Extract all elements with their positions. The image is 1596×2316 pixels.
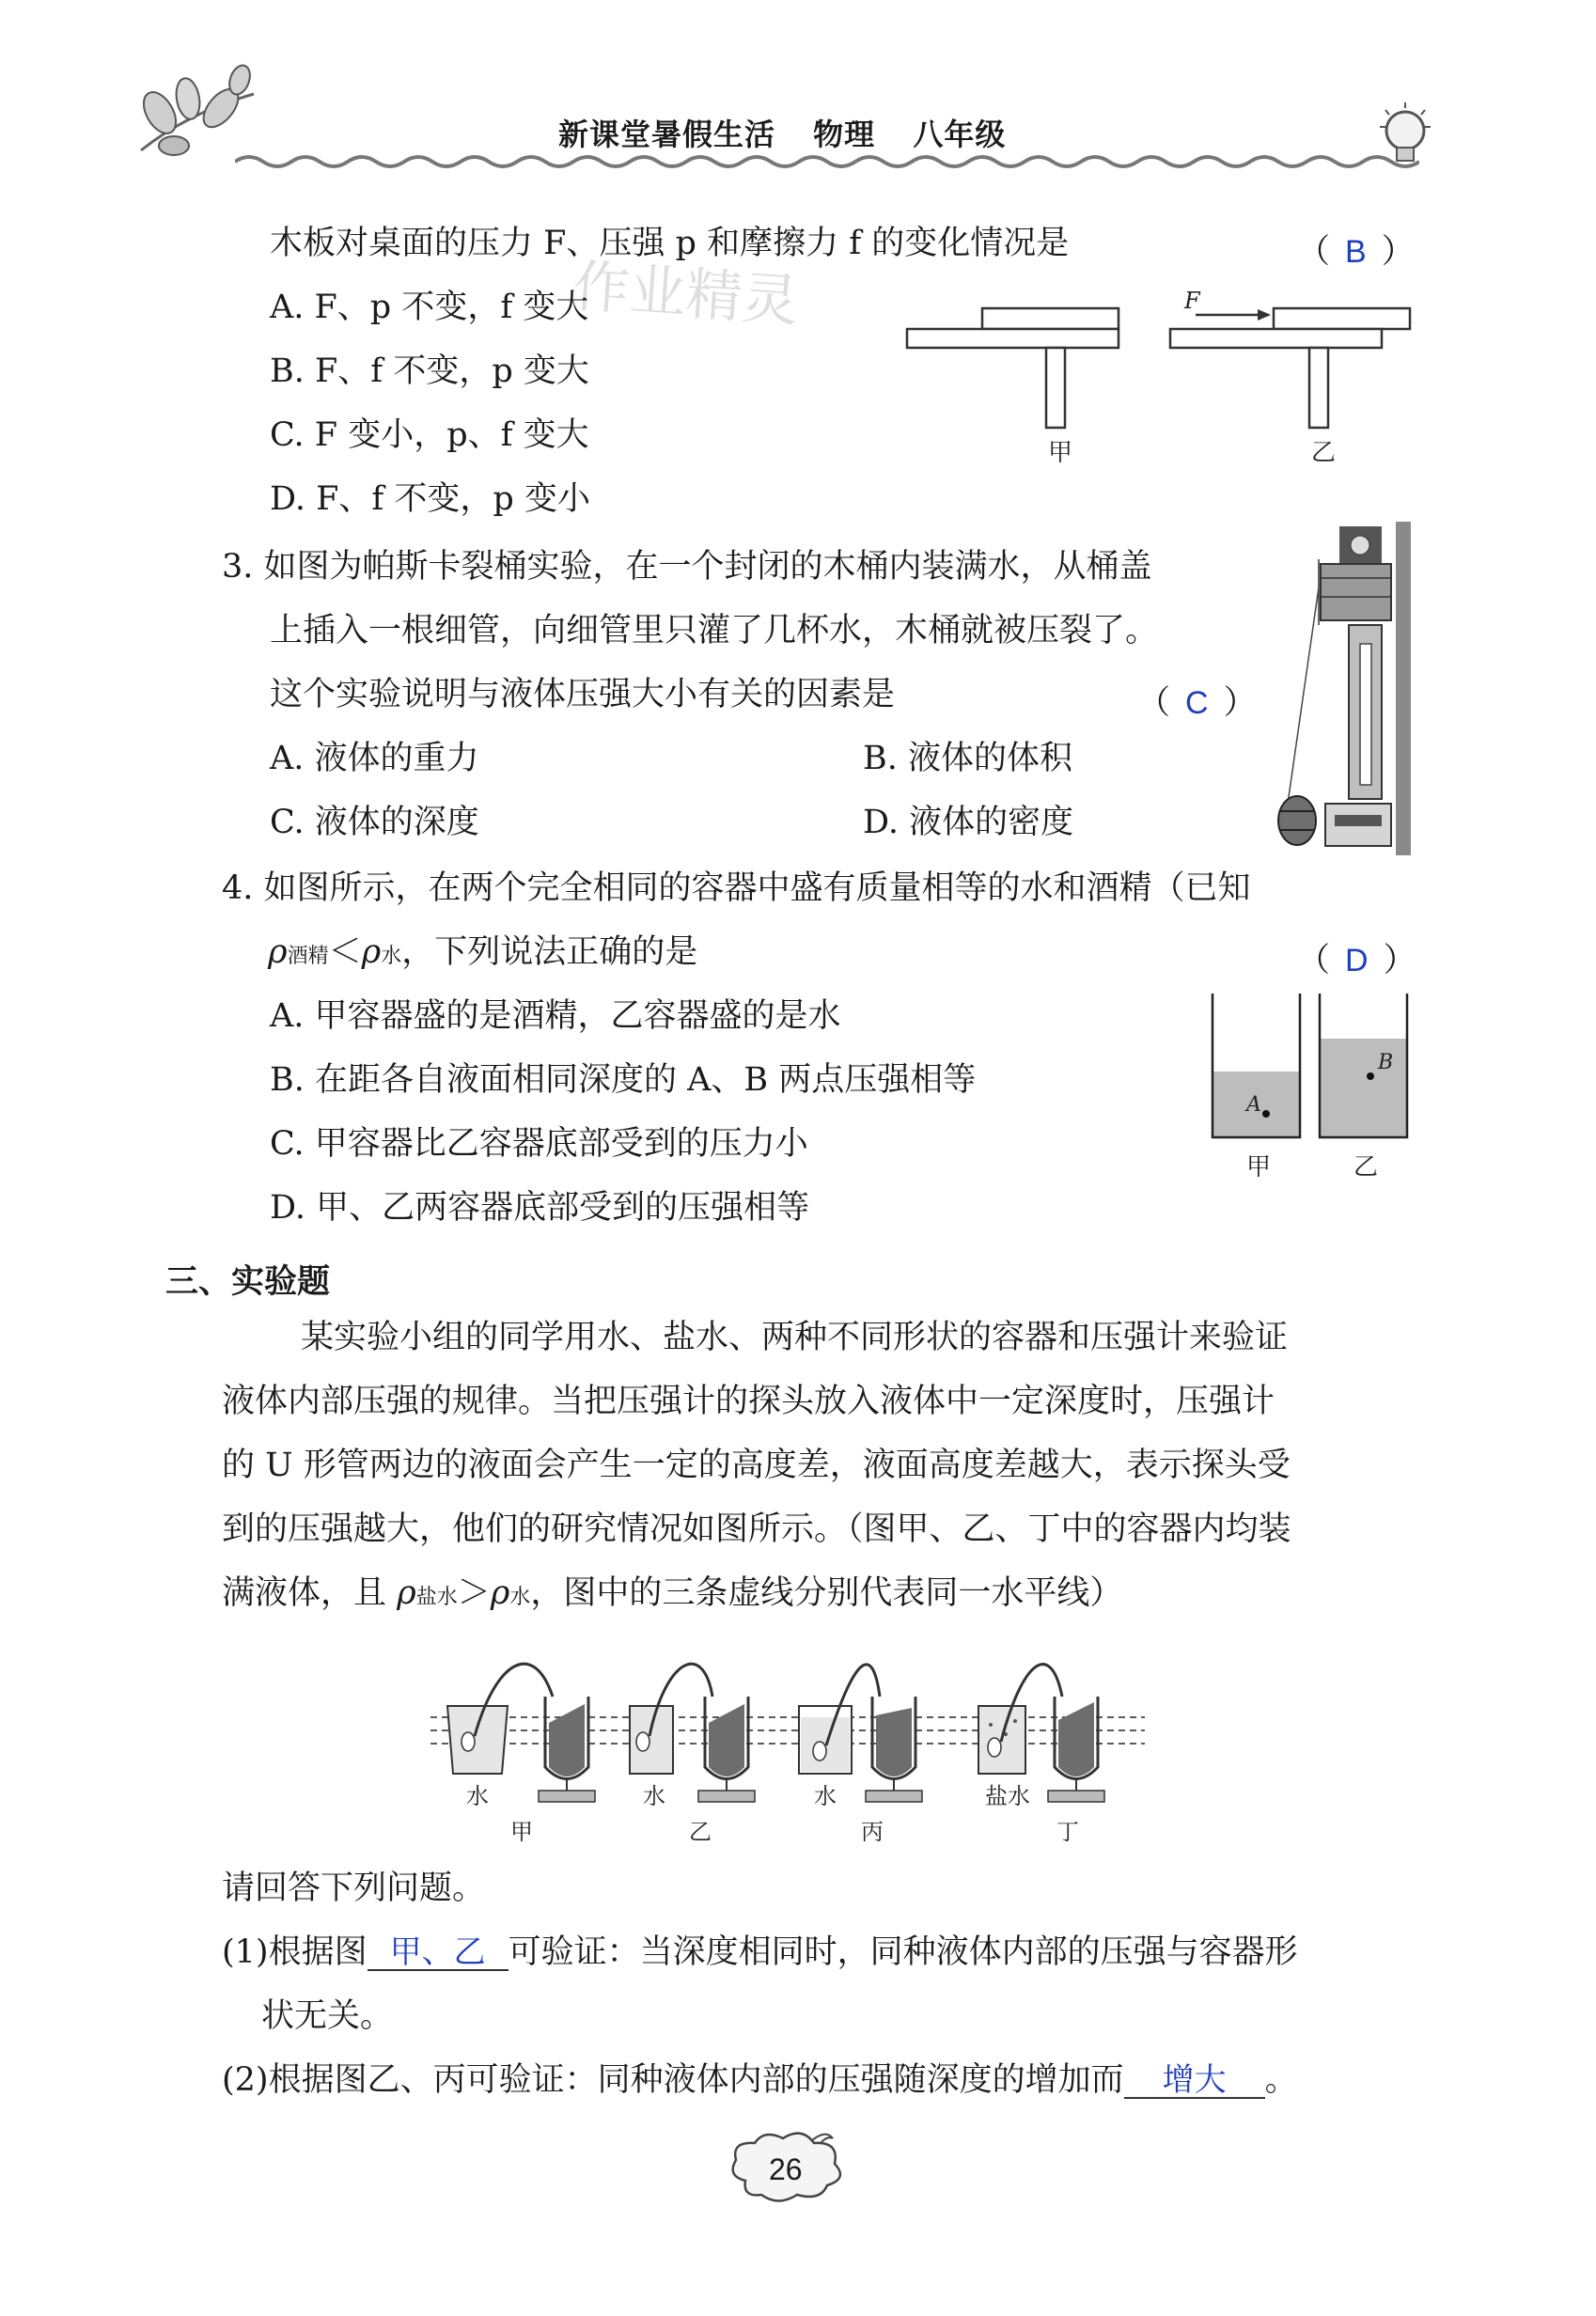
q4-point-b: B (1378, 1051, 1394, 1074)
q4-sub-alcohol: 酒精 (287, 945, 329, 968)
section3-para-line5: 满液体，且 ρ盐水＞ρ水，图中的三条虚线分别代表同一水平线） (222, 1574, 1123, 1612)
pressure-gauge-figure (430, 1631, 1182, 1847)
q4-point-a: A (1246, 1093, 1261, 1117)
header-subject: 物理 (813, 117, 876, 152)
q4-rho-water: ρ (361, 933, 382, 971)
q4-answer: D (1345, 943, 1369, 978)
section-title: 三、实验题 (165, 1263, 331, 1301)
section3-para-line2: 液体内部压强的规律。当把压强计的探头放入液体中一定深度时，压强计 (222, 1383, 1275, 1420)
header-grade: 八年级 (913, 117, 1007, 152)
fig-label-jia: 甲 (510, 1819, 533, 1845)
q4-lt: ＜ (328, 933, 362, 971)
section3-para-line1: 某实验小组的同学用水、盐水、两种不同形状的容器和压强计来验证 (301, 1319, 1289, 1356)
pascal-barrel-illustration (1264, 522, 1415, 855)
q3-line3: 这个实验说明与液体压强大小有关的因素是 (270, 676, 896, 713)
q3-answer-bracket: （ C ） (1137, 684, 1257, 722)
fig-liquid-ding: 盐水 (985, 1783, 1030, 1809)
q4-fig-label-yi: 乙 (1353, 1153, 1379, 1181)
fig-liquid-yi: 水 (643, 1783, 665, 1809)
sub1-answer: 甲、乙 (389, 1933, 486, 1971)
q3-option-d: D. 液体的密度 (863, 804, 1074, 841)
lightbulb-icon (1372, 99, 1438, 174)
q4-fig-label-jia: 甲 (1246, 1153, 1272, 1181)
page-header (0, 0, 1596, 188)
sub2-answer: 增大 (1162, 2061, 1227, 2099)
fig-label-yi: 乙 (689, 1819, 712, 1845)
q2-fig-label-yi: 乙 (1311, 439, 1337, 467)
sub-question-1-line2: 状无关。 (261, 1997, 394, 2035)
q2-fig-label-jia: 甲 (1048, 439, 1073, 467)
sub-salt-water: 盐水 (415, 1586, 458, 1609)
header-book: 新课堂暑假生活 (558, 117, 776, 152)
q4-line1: 4. 如图所示，在两个完全相同的容器中盛有质量相等的水和酒精（已知 (222, 869, 1251, 907)
q3-answer: C (1185, 685, 1209, 721)
fig-liquid-jia: 水 (466, 1783, 489, 1809)
sub1-answer-blank (368, 1933, 509, 1971)
q3-option-c: C. 液体的深度 (270, 804, 479, 841)
q2-answer-bracket: （ B ） (1297, 233, 1415, 271)
sub-question-1: (1)根据图 甲、乙 可验证：当深度相同时，同种液体内部的压强与容器形 (222, 1933, 1298, 1971)
section3-para-line3: 的 U 形管两边的液面会产生一定的高度差，液面高度差越大，表示探头受 (222, 1447, 1291, 1484)
page-number: 26 (769, 2152, 803, 2186)
setup-yi (630, 1664, 755, 1845)
setup-bing (799, 1665, 922, 1845)
q3-line1: 3. 如图为帕斯卡裂桶实验，在一个封闭的木桶内装满水，从桶盖 (222, 548, 1152, 586)
q4-option-a: A. 甲容器盛的是酒精，乙容器盛的是水 (270, 997, 841, 1035)
q3-option-a: A. 液体的重力 (270, 740, 479, 777)
fig-label-ding: 丁 (1056, 1819, 1079, 1845)
sub-question-2: (2)根据图乙、丙可验证：同种液体内部的压强随深度的增加而 增大 。 (222, 2061, 1298, 2099)
q2-option-c: C. F 变小，p、f 变大 (270, 416, 589, 454)
q4-option-c: C. 甲容器比乙容器底部受到的压力小 (270, 1125, 808, 1163)
section3-para-line4: 到的压强越大，他们的研究情况如图所示。（图甲、乙、丁中的容器内均装 (222, 1510, 1291, 1548)
q4-line2-tail: ，下列说法正确的是 (401, 933, 698, 971)
q2-option-d: D. F、f 不变，p 变小 (270, 480, 590, 518)
watermark: 作业精灵 (571, 253, 801, 336)
setup-ding (978, 1665, 1104, 1845)
setup-jia (447, 1664, 595, 1845)
q4-figure-containers (1203, 992, 1429, 1189)
q4-option-b: B. 在距各自液面相同深度的 A、B 两点压强相等 (270, 1061, 977, 1099)
q4-sub-water: 水 (381, 945, 402, 968)
q2-force-label: F (1184, 288, 1200, 314)
fig-label-bing: 丙 (861, 1819, 884, 1845)
q2-answer: B (1345, 234, 1367, 270)
q2-option-a: A. F、p 不变，f 变大 (270, 289, 589, 326)
q4-option-d: D. 甲、乙两容器底部受到的压强相等 (270, 1189, 810, 1227)
q4-answer-bracket: （ D ） (1297, 942, 1416, 979)
header-title (545, 111, 1019, 154)
q3-option-b: B. 液体的体积 (863, 740, 1072, 777)
q4-line2 (268, 933, 698, 971)
fig-liquid-bing: 水 (814, 1783, 837, 1809)
section3-prompt: 请回答下列问题。 (222, 1870, 486, 1907)
q2-stem: 木板对桌面的压力 F、压强 p 和摩擦力 f 的变化情况是 (270, 225, 1070, 262)
sub2-answer-blank (1124, 2061, 1265, 2099)
q2-figure-board-on-table (902, 282, 1419, 479)
q2-option-b: B. F、f 不变，p 变大 (270, 352, 589, 390)
q4-rho-alcohol: ρ (268, 933, 288, 971)
q3-line2: 上插入一根细管，向细管里只灌了几杯水，木桶就被压裂了。 (270, 612, 1159, 649)
